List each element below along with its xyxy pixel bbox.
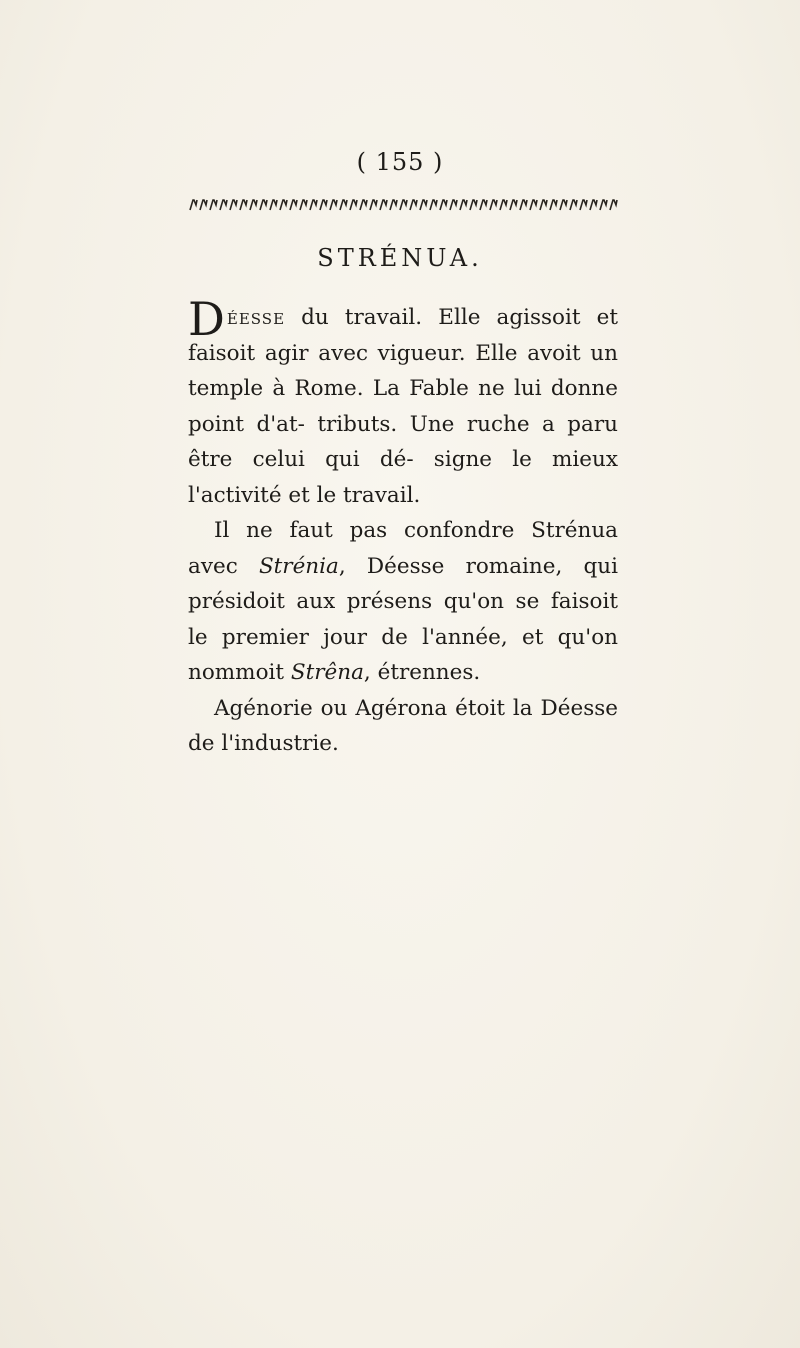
paragraph-1-lead: éesse <box>226 305 286 330</box>
body-text <box>188 292 618 762</box>
paragraph-2-italic-strena: Strêna <box>290 660 364 685</box>
section-title: STRÉNUA. <box>317 244 483 272</box>
paragraph-2 <box>188 513 618 691</box>
page-number: ( 155 ) <box>356 148 444 176</box>
drop-cap: D <box>188 292 225 346</box>
paragraph-1 <box>188 292 618 513</box>
paragraph-3: Agénorie ou Agérona étoit la Déesse de l'industrie. <box>188 695 618 756</box>
paragraph-2-part-e: , étrennes. <box>363 660 481 685</box>
paragraph-2-part-a: Il ne faut pas confondre Strénua avec <box>188 518 618 579</box>
ornament-divider <box>188 196 618 214</box>
paragraph-1-text: du travail. Elle agissoit et faisoit agir avec vigueur. Elle avoit un temple à Rome. La Fable ne lui donne point d'at- tributs. Une ruche a paru être celui qui dé- signe le mieux l'activité et le travail. <box>188 305 618 508</box>
paragraph-2-part-c: , Déesse romaine, qui présidoit aux présens qu'on se faisoit le premier jour de l'année, et qu'on nommoit <box>188 553 618 685</box>
paragraph-2-italic-strenia: Strénia <box>258 553 339 579</box>
